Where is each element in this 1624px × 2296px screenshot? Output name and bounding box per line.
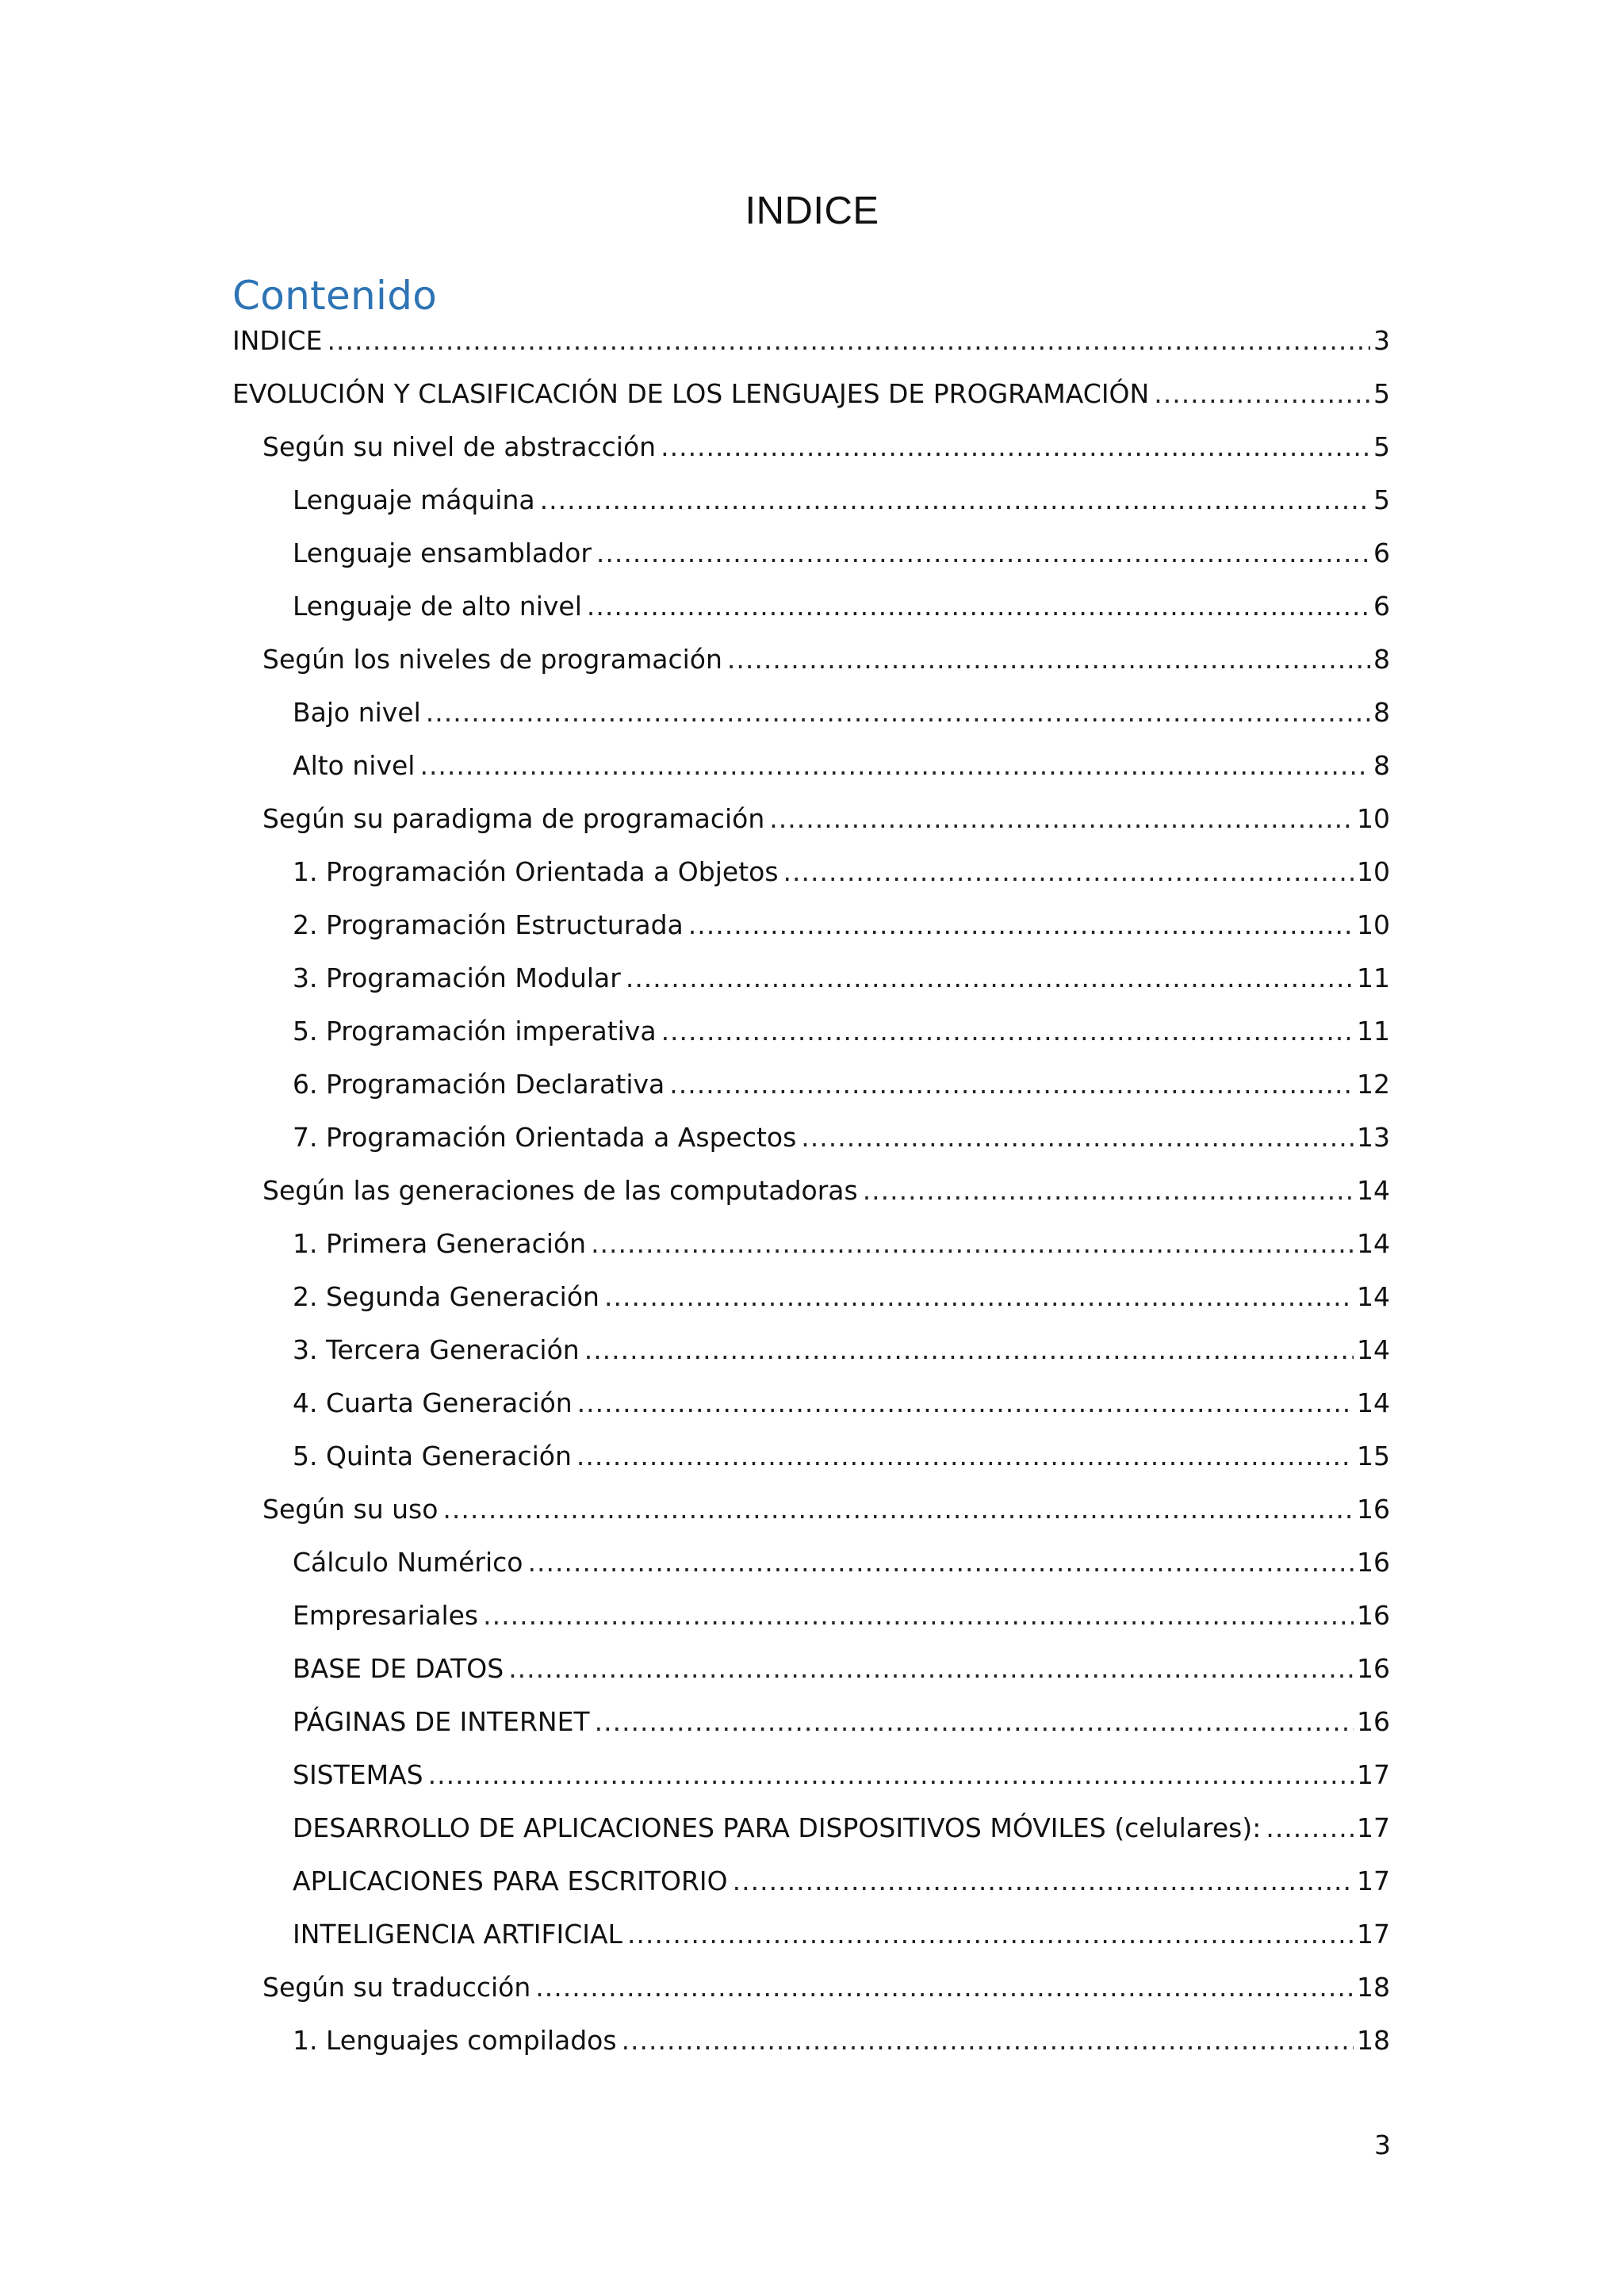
toc-dot-leader — [669, 1069, 1354, 1100]
toc-entry-page: 18 — [1357, 1972, 1390, 2003]
toc-entry-title: Alto nivel — [293, 750, 416, 781]
toc-entry[interactable] — [232, 1334, 1390, 1387]
toc-entry[interactable] — [232, 1122, 1390, 1175]
toc-entry-page: 8 — [1373, 750, 1390, 781]
toc-entry[interactable] — [232, 591, 1390, 644]
toc-entry[interactable] — [232, 803, 1390, 856]
toc-entry-page: 10 — [1357, 856, 1390, 887]
toc-entry[interactable] — [232, 1653, 1390, 1706]
toc-dot-leader — [595, 1706, 1354, 1737]
toc-entry-title: 3. Tercera Generación — [293, 1334, 580, 1365]
toc-dot-leader — [863, 1175, 1354, 1206]
toc-entry-page: 16 — [1357, 1547, 1390, 1578]
toc-dot-leader — [622, 2025, 1354, 2056]
toc-entry-page: 5 — [1373, 378, 1390, 409]
toc-dot-leader — [426, 697, 1370, 728]
toc-dot-leader — [540, 484, 1370, 515]
toc-dot-leader — [527, 1547, 1354, 1578]
toc-dot-leader — [596, 538, 1370, 568]
toc-heading: Contenido — [232, 273, 438, 319]
toc-entry-page: 18 — [1357, 2025, 1390, 2056]
toc-entry-title: Según los niveles de programación — [262, 644, 722, 675]
toc-entry[interactable] — [232, 1281, 1390, 1334]
toc-entry-page: 14 — [1357, 1281, 1390, 1312]
toc-entry-title: 5. Quinta Generación — [293, 1441, 572, 1471]
toc-entry-title: APLICACIONES PARA ESCRITORIO — [293, 1866, 728, 1896]
toc-dot-leader — [591, 1228, 1354, 1259]
table-of-contents — [232, 325, 1390, 2078]
toc-dot-leader — [661, 1016, 1354, 1047]
toc-entry[interactable] — [232, 1228, 1390, 1281]
toc-entry-page: 17 — [1357, 1812, 1390, 1843]
toc-entry-page: 16 — [1357, 1494, 1390, 1525]
toc-entry-title: Lenguaje ensamblador — [293, 538, 592, 568]
toc-dot-leader — [442, 1494, 1354, 1525]
toc-entry[interactable] — [232, 431, 1390, 484]
toc-entry[interactable] — [232, 1972, 1390, 2025]
toc-entry[interactable] — [232, 538, 1390, 591]
toc-entry-page: 10 — [1357, 909, 1390, 940]
toc-entry[interactable] — [232, 1547, 1390, 1600]
toc-entry-title: 6. Programación Declarativa — [293, 1069, 665, 1100]
toc-entry-title: Según su traducción — [262, 1972, 531, 2003]
toc-entry-page: 6 — [1373, 538, 1390, 568]
toc-entry-page: 14 — [1357, 1334, 1390, 1365]
toc-entry[interactable] — [232, 1387, 1390, 1441]
toc-dot-leader — [584, 1334, 1354, 1365]
toc-entry-title: DESARROLLO DE APLICACIONES PARA DISPOSITIVOS MÓVILES (celulares): — [293, 1812, 1262, 1843]
toc-entry-title: INDICE — [232, 325, 323, 356]
toc-entry-title: Según las generaciones de las computadoras — [262, 1175, 858, 1206]
toc-entry-page: 17 — [1357, 1759, 1390, 1790]
toc-entry[interactable] — [232, 1175, 1390, 1228]
toc-entry-title: BASE DE DATOS — [293, 1653, 504, 1684]
toc-entry-title: Empresariales — [293, 1600, 479, 1631]
toc-entry-title: Según su nivel de abstracción — [262, 431, 657, 462]
toc-entry-title: 1. Lenguajes compilados — [293, 2025, 617, 2056]
toc-dot-leader — [327, 325, 1370, 356]
toc-dot-leader — [483, 1600, 1354, 1631]
toc-entry-title: PÁGINAS DE INTERNET — [293, 1706, 590, 1737]
toc-dot-leader — [577, 1387, 1354, 1418]
toc-entry-page: 11 — [1357, 962, 1390, 993]
toc-dot-leader — [1154, 378, 1370, 409]
toc-entry-page: 16 — [1357, 1706, 1390, 1737]
toc-entry-page: 14 — [1357, 1387, 1390, 1418]
toc-entry-page: 6 — [1373, 591, 1390, 622]
toc-entry[interactable] — [232, 962, 1390, 1016]
toc-dot-leader — [661, 431, 1370, 462]
toc-entry-page: 8 — [1373, 644, 1390, 675]
toc-entry[interactable] — [232, 1812, 1390, 1866]
toc-entry[interactable] — [232, 909, 1390, 962]
toc-entry[interactable] — [232, 644, 1390, 697]
toc-entry-title: Bajo nivel — [293, 697, 421, 728]
toc-entry[interactable] — [232, 2025, 1390, 2078]
toc-entry[interactable] — [232, 378, 1390, 431]
toc-entry-page: 10 — [1357, 803, 1390, 834]
toc-entry-title: 3. Programación Modular — [293, 962, 621, 993]
toc-entry-title: EVOLUCIÓN Y CLASIFICACIÓN DE LOS LENGUAJES DE PROGRAMACIÓN — [232, 378, 1150, 409]
toc-dot-leader — [769, 803, 1354, 834]
toc-dot-leader — [626, 962, 1354, 993]
toc-entry[interactable] — [232, 1494, 1390, 1547]
toc-entry-page: 14 — [1357, 1175, 1390, 1206]
toc-entry[interactable] — [232, 856, 1390, 909]
toc-dot-leader — [783, 856, 1354, 887]
toc-entry-title: SISTEMAS — [293, 1759, 423, 1790]
toc-entry[interactable] — [232, 1441, 1390, 1494]
toc-entry-title: 4. Cuarta Generación — [293, 1387, 573, 1418]
toc-dot-leader — [428, 1759, 1354, 1790]
toc-entry[interactable] — [232, 484, 1390, 538]
toc-entry[interactable] — [232, 325, 1390, 378]
toc-entry-page: 8 — [1373, 697, 1390, 728]
toc-entry-title: Lenguaje de alto nivel — [293, 591, 582, 622]
toc-dot-leader — [576, 1441, 1354, 1471]
toc-dot-leader — [1266, 1812, 1354, 1843]
toc-entry-page: 12 — [1357, 1069, 1390, 1100]
toc-entry-page: 5 — [1373, 484, 1390, 515]
toc-entry-title: 5. Programación imperativa — [293, 1016, 657, 1047]
toc-entry-page: 17 — [1357, 1866, 1390, 1896]
toc-entry-page: 15 — [1357, 1441, 1390, 1471]
toc-entry[interactable] — [232, 697, 1390, 750]
toc-entry-title: Cálculo Numérico — [293, 1547, 523, 1578]
toc-entry-page: 17 — [1357, 1919, 1390, 1950]
toc-entry-title: 1. Primera Generación — [293, 1228, 587, 1259]
toc-entry[interactable] — [232, 1866, 1390, 1919]
toc-entry-title: Lenguaje máquina — [293, 484, 535, 515]
toc-entry-title: 2. Programación Estructurada — [293, 909, 684, 940]
toc-dot-leader — [733, 1866, 1354, 1896]
toc-entry[interactable] — [232, 750, 1390, 803]
toc-entry[interactable] — [232, 1600, 1390, 1653]
toc-entry-title: 7. Programación Orientada a Aspectos — [293, 1122, 797, 1153]
toc-entry-page: 14 — [1357, 1228, 1390, 1259]
toc-dot-leader — [535, 1972, 1354, 2003]
toc-entry-page: 5 — [1373, 431, 1390, 462]
toc-dot-leader — [688, 909, 1354, 940]
toc-entry-title: Según su paradigma de programación — [262, 803, 765, 834]
toc-dot-leader — [627, 1919, 1354, 1950]
toc-entry-page: 3 — [1373, 325, 1390, 356]
toc-entry-page: 13 — [1357, 1122, 1390, 1153]
toc-entry-page: 16 — [1357, 1600, 1390, 1631]
toc-entry-page: 11 — [1357, 1016, 1390, 1047]
toc-dot-leader — [727, 644, 1370, 675]
toc-entry[interactable] — [232, 1919, 1390, 1972]
toc-entry[interactable] — [232, 1759, 1390, 1812]
toc-entry-title: INTELIGENCIA ARTIFICIAL — [293, 1919, 622, 1950]
toc-dot-leader — [801, 1122, 1354, 1153]
toc-entry-title: 2. Segunda Generación — [293, 1281, 599, 1312]
toc-entry[interactable] — [232, 1706, 1390, 1759]
toc-entry-page: 16 — [1357, 1653, 1390, 1684]
toc-entry-title: Según su uso — [262, 1494, 439, 1525]
toc-entry-title: 1. Programación Orientada a Objetos — [293, 856, 779, 887]
toc-dot-leader — [604, 1281, 1354, 1312]
toc-entry[interactable] — [232, 1016, 1390, 1069]
toc-dot-leader — [587, 591, 1370, 622]
toc-entry[interactable] — [232, 1069, 1390, 1122]
page-title: INDICE — [745, 189, 879, 232]
toc-dot-leader — [419, 750, 1370, 781]
page-number: 3 — [1374, 2130, 1391, 2160]
toc-dot-leader — [508, 1653, 1354, 1684]
